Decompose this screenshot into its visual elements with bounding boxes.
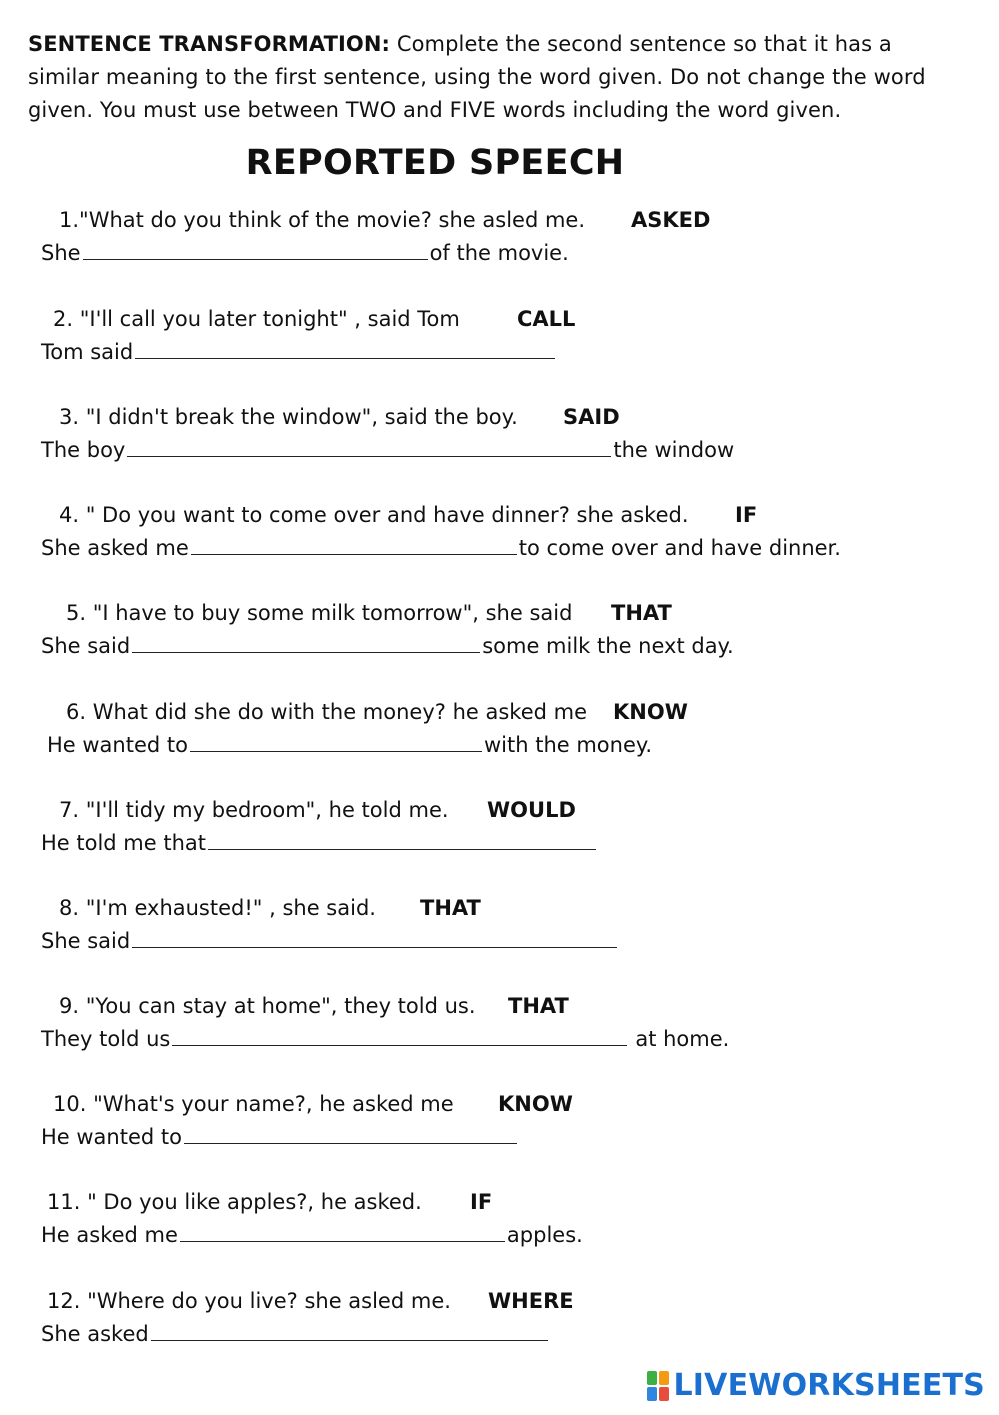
question-text: 6. What did she do with the money? he asked me bbox=[66, 700, 588, 724]
answer-suffix: the window bbox=[613, 438, 735, 462]
instructions-text: Complete the second sentence so that it has a similar meaning to the first sentence, using the word given. Do not change the word given. You must use between TWO and FIVE words including the word given. bbox=[28, 32, 926, 122]
answer-line bbox=[41, 434, 734, 467]
exercise-item-3 bbox=[41, 401, 734, 467]
liveworksheets-icon bbox=[647, 1371, 669, 1401]
answer-line bbox=[41, 729, 652, 762]
question-text: 3. "I didn't break the window", said the boy. bbox=[59, 405, 518, 429]
keyword: KNOW bbox=[498, 1092, 573, 1116]
answer-blank-input[interactable] bbox=[172, 1023, 627, 1046]
page-title: REPORTED SPEECH bbox=[245, 143, 625, 183]
question-text: 9. "You can stay at home", they told us. bbox=[59, 994, 476, 1018]
keyword: IF bbox=[735, 503, 758, 527]
exercise-item-9 bbox=[41, 990, 729, 1056]
keyword: IF bbox=[470, 1190, 493, 1214]
answer-blank-input[interactable] bbox=[132, 630, 480, 653]
answer-blank-input[interactable] bbox=[190, 729, 482, 752]
instructions bbox=[28, 28, 968, 127]
answer-prefix: He wanted to bbox=[41, 1125, 182, 1149]
answer-prefix: She asked bbox=[41, 1322, 149, 1346]
question-text: 7. "I'll tidy my bedroom", he told me. bbox=[59, 798, 449, 822]
answer-line bbox=[41, 1023, 729, 1056]
question-text: 8. "I'm exhausted!" , she said. bbox=[59, 896, 376, 920]
exercise-item-6 bbox=[41, 696, 688, 762]
keyword: THAT bbox=[508, 994, 569, 1018]
answer-line bbox=[41, 925, 619, 958]
answer-line bbox=[41, 630, 734, 663]
exercise-item-12 bbox=[41, 1285, 574, 1351]
question-text: 10. "What's your name?, he asked me bbox=[53, 1092, 454, 1116]
question-text: 5. "I have to buy some milk tomorrow", she said bbox=[66, 601, 573, 625]
answer-blank-input[interactable] bbox=[83, 237, 428, 260]
question-text: 2. "I'll call you later tonight" , said Tom bbox=[53, 307, 460, 331]
exercise-item-5 bbox=[41, 597, 734, 663]
answer-blank-input[interactable] bbox=[184, 1121, 517, 1144]
answer-suffix: apples. bbox=[506, 1223, 583, 1247]
keyword: THAT bbox=[420, 896, 481, 920]
keyword: WHERE bbox=[488, 1289, 574, 1313]
exercise-item-2 bbox=[41, 303, 576, 369]
answer-suffix: of the movie. bbox=[429, 241, 569, 265]
liveworksheets-logo bbox=[647, 1368, 985, 1403]
answer-prefix: He wanted to bbox=[47, 733, 188, 757]
exercise-item-7 bbox=[41, 794, 598, 860]
keyword: THAT bbox=[611, 601, 672, 625]
exercise-item-8 bbox=[41, 892, 619, 958]
exercise-item-4 bbox=[41, 499, 841, 565]
keyword: CALL bbox=[517, 307, 576, 331]
answer-line bbox=[41, 532, 841, 565]
question-text: 1."What do you think of the movie? she asled me. bbox=[59, 208, 586, 232]
answer-suffix: with the money. bbox=[483, 733, 652, 757]
exercise-item-10 bbox=[41, 1088, 573, 1154]
answer-line bbox=[41, 336, 557, 369]
exercise-item-1 bbox=[41, 204, 711, 270]
keyword: ASKED bbox=[631, 208, 711, 232]
answer-blank-input[interactable] bbox=[151, 1318, 548, 1341]
answer-line bbox=[41, 1219, 583, 1252]
answer-prefix: He told me that bbox=[41, 831, 207, 855]
answer-prefix: She said bbox=[41, 929, 131, 953]
answer-prefix: They told us bbox=[41, 1027, 171, 1051]
instructions-heading: SENTENCE TRANSFORMATION: bbox=[28, 32, 391, 56]
question-text: 12. "Where do you live? she asled me. bbox=[47, 1289, 451, 1313]
answer-blank-input[interactable] bbox=[191, 532, 517, 555]
answer-suffix: some milk the next day. bbox=[482, 634, 734, 658]
answer-prefix: She bbox=[41, 241, 81, 265]
answer-line bbox=[41, 237, 585, 270]
answer-suffix: to come over and have dinner. bbox=[518, 536, 841, 560]
logo-text: LIVEWORKSHEETS bbox=[673, 1368, 985, 1403]
answer-prefix: She said bbox=[41, 634, 131, 658]
answer-prefix: She asked me bbox=[41, 536, 189, 560]
answer-prefix: The boy bbox=[41, 438, 126, 462]
answer-line bbox=[41, 1318, 550, 1351]
exercise-item-11 bbox=[41, 1186, 583, 1252]
answer-blank-input[interactable] bbox=[180, 1219, 505, 1242]
answer-suffix: at home. bbox=[635, 1027, 730, 1051]
keyword: WOULD bbox=[487, 798, 576, 822]
keyword: KNOW bbox=[613, 700, 688, 724]
answer-line bbox=[41, 827, 598, 860]
answer-line bbox=[41, 1121, 519, 1154]
question-text: 4. " Do you want to come over and have dinner? she asked. bbox=[59, 503, 689, 527]
question-text: 11. " Do you like apples?, he asked. bbox=[47, 1190, 422, 1214]
keyword: SAID bbox=[563, 405, 620, 429]
answer-blank-input[interactable] bbox=[127, 434, 611, 457]
answer-blank-input[interactable] bbox=[135, 336, 555, 359]
answer-blank-input[interactable] bbox=[208, 827, 596, 850]
answer-prefix: Tom said bbox=[41, 340, 134, 364]
answer-blank-input[interactable] bbox=[132, 925, 617, 948]
answer-prefix: He asked me bbox=[41, 1223, 178, 1247]
